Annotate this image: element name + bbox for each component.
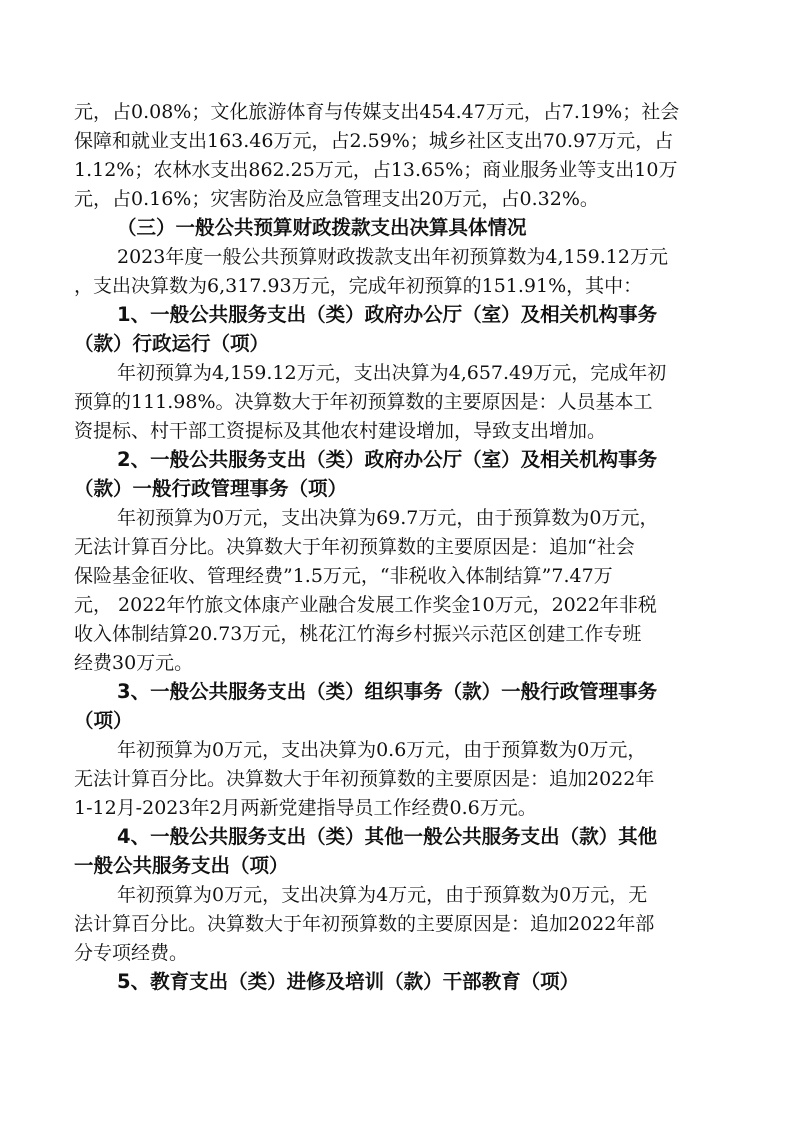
body-text-line: 年初预算为4,159.12万元，支出决算为4,657.49万元，完成年初 xyxy=(117,362,667,384)
body-text-line: 年初预算为0万元，支出决算为0.6万元，由于预算数为0万元， xyxy=(117,739,647,761)
item-heading: 1、一般公共服务支出（类）政府办公厅（室）及相关机构事务 xyxy=(117,303,658,326)
item-heading: 5、教育支出（类）进修及培训（款）干部教育（项） xyxy=(117,970,580,993)
body-text-line: 收入体制结算20.73万元，桃花江竹海乡村振兴示范区创建工作专班 xyxy=(74,623,642,645)
body-text-line: 元， 2022年竹旅文体康产业融合发展工作奖金10万元，2022年非税 xyxy=(74,594,657,616)
body-text-line: 法计算百分比。决算数大于年初预算数的主要原因是：追加2022年部 xyxy=(74,913,655,935)
body-text-line: ，支出决算数为6,317.93万元，完成年初预算的151.91%，其中： xyxy=(74,275,643,297)
body-text-line: 保险基金征收、管理经费”1.5万元，“非税收入体制结算”7.47万 xyxy=(74,565,613,587)
body-text-line: 经费30万元。 xyxy=(74,652,194,674)
item-heading: （款）行政运行（项） xyxy=(74,332,270,355)
body-text-line: 预算的111.98%。决算数大于年初预算数的主要原因是：人员基本工 xyxy=(74,391,653,413)
body-text-line: 2023年度一般公共预算财政拨款支出年初预算数为4,159.12万元 xyxy=(117,246,668,268)
body-text-line: 1-12月-2023年2月两新党建指导员工作经费0.6万元。 xyxy=(74,797,537,819)
body-text-line: 资提标、村干部工资提标及其他农村建设增加，导致支出增加。 xyxy=(74,420,607,442)
body-text-line: 保障和就业支出163.46万元，占2.59%；城乡社区支出70.97万元，占 xyxy=(74,130,674,152)
body-text-line: 分专项经费。 xyxy=(74,942,189,964)
body-text-line: 年初预算为0万元，支出决算为69.7万元，由于预算数为0万元， xyxy=(117,507,659,529)
item-heading: （款）一般行政管理事务（项） xyxy=(74,477,348,500)
item-heading: 4、一般公共服务支出（类）其他一般公共服务支出（款）其他 xyxy=(117,825,658,848)
body-text-line: 元，占0.16%；灾害防治及应急管理支出20万元，占0.32%。 xyxy=(74,188,599,210)
section-heading: （三）一般公共预算财政拨款支出决算具体情况 xyxy=(117,216,527,239)
item-heading: 一般公共服务支出（项） xyxy=(74,854,289,877)
body-text-line: 元，占0.08%；文化旅游体育与传媒支出454.47万元，占7.19%；社会 xyxy=(74,101,680,123)
body-text-line: 无法计算百分比。决算数大于年初预算数的主要原因是：追加2022年 xyxy=(74,768,655,790)
body-text-line: 年初预算为0万元，支出决算为4万元，由于预算数为0万元，无 xyxy=(117,884,648,906)
item-heading: （项） xyxy=(74,709,133,732)
item-heading: 3、一般公共服务支出（类）组织事务（款）一般行政管理事务 xyxy=(117,680,658,703)
body-text-line: 无法计算百分比。决算数大于年初预算数的主要原因是：追加“社会 xyxy=(74,536,635,558)
body-text-line: 1.12%；农林水支出862.25万元，占13.65%；商业服务业等支出10万 xyxy=(74,159,678,181)
item-heading: 2、一般公共服务支出（类）政府办公厅（室）及相关机构事务 xyxy=(117,448,658,471)
